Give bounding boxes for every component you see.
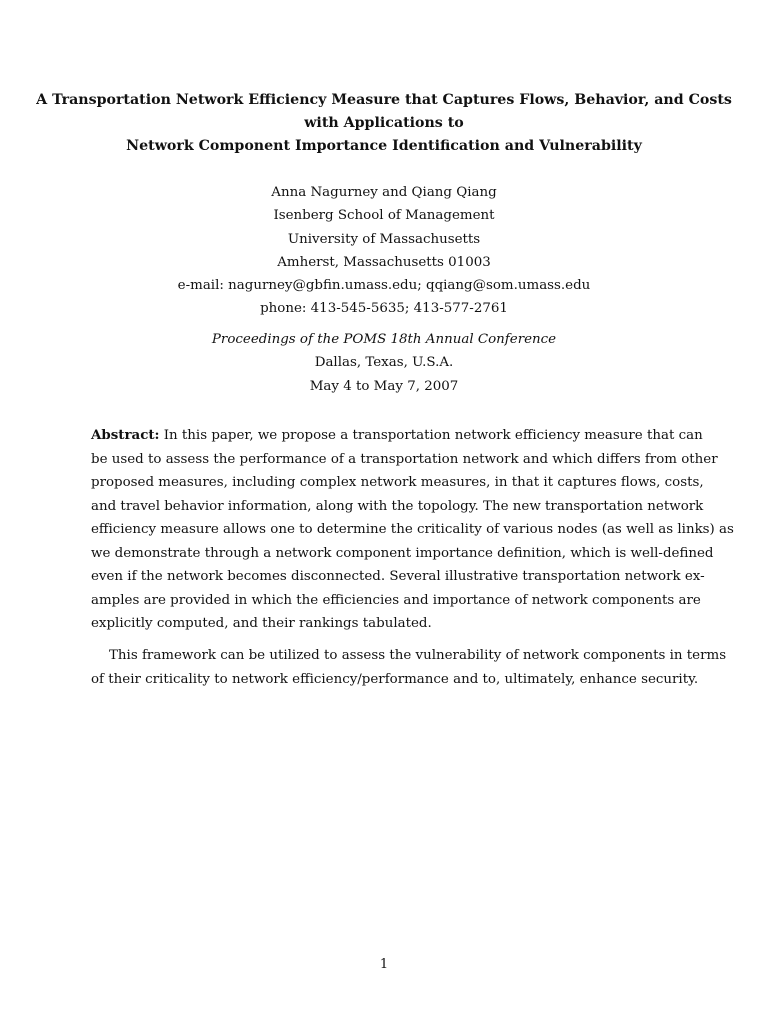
title-line-2: with Applications to — [304, 115, 464, 131]
abstract-label: Abstract: — [91, 427, 160, 443]
abstract-line-2: be used to assess the performance of a transportation network and which differs from other — [91, 451, 718, 467]
author-email: e-mail: nagurney@gbfin.umass.edu; qqiang@som.umass.edu — [177, 278, 591, 294]
page-number: 1 — [379, 957, 389, 972]
abstract-line-1-text: In this paper, we propose a transportation network efficiency measure that can — [159, 428, 703, 443]
abstract-line-7: even if the network becomes disconnected. Several illustrative transportation network ex- — [91, 569, 705, 584]
title-line-3: Network Component Importance Identification and Vulnerability — [126, 138, 642, 154]
abstract-line-1 — [91, 424, 703, 448]
abstract-line-9: explicitly computed, and their rankings tabulated. — [91, 616, 432, 631]
author-school: Isenberg School of Management — [273, 208, 495, 224]
abstract — [91, 424, 734, 636]
abstract-line-3: proposed measures, including complex network measures, in that it captures flows, costs, — [91, 475, 704, 490]
abstract-paragraph-2 — [91, 644, 727, 691]
author-info — [0, 181, 768, 321]
conference-name: Proceedings of the POMS 18th Annual Conference — [211, 332, 557, 347]
title-line-1: A Transportation Network Efficiency Measure that Captures Flows, Behavior, and Costs — [36, 92, 732, 108]
conference-place: Dallas, Texas, U.S.A. — [314, 355, 454, 371]
abstract-line-4: and travel behavior information, along with the topology. The new transportation network — [91, 498, 704, 514]
conference-info — [0, 328, 768, 398]
paper-title — [0, 89, 768, 158]
author-location: Amherst, Massachusetts 01003 — [277, 254, 491, 270]
abstract-line-8: amples are provided in which the efficiencies and importance of network components are — [91, 592, 701, 608]
abstract-line-5: efficiency measure allows one to determine the criticality of various nodes (as well as links) as — [91, 522, 734, 537]
paragraph-2-line-1: This framework can be utilized to assess the vulnerability of network components in terms — [109, 648, 727, 663]
conference-dates: May 4 to May 7, 2007 — [309, 378, 459, 394]
author-phone: phone: 413-545-5635; 413-577-2761 — [260, 301, 508, 317]
author-names: Anna Nagurney and Qiang Qiang — [271, 185, 497, 200]
abstract-line-6: we demonstrate through a network component importance definition, which is well-defined — [91, 545, 714, 561]
author-university: University of Massachusetts — [287, 231, 481, 247]
paragraph-2-line-2: of their criticality to network efficiency/performance and to, ultimately, enhance security. — [91, 671, 699, 687]
